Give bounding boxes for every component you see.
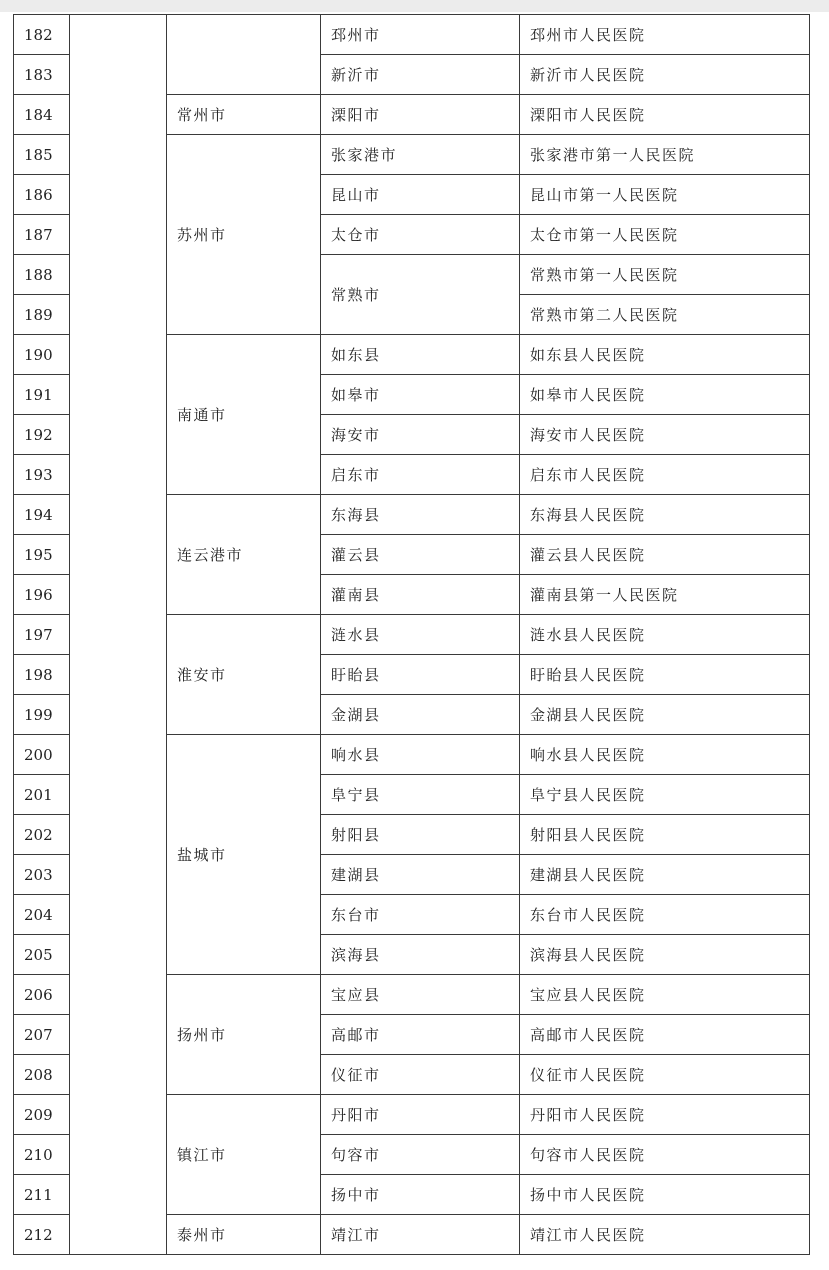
row-number: 183: [14, 55, 70, 95]
row-number: 182: [14, 15, 70, 55]
row-number: 196: [14, 575, 70, 615]
hospital-cell: 高邮市人民医院: [520, 1015, 810, 1055]
row-number: 200: [14, 735, 70, 775]
row-number: 209: [14, 1095, 70, 1135]
county-cell: 金湖县: [321, 695, 520, 735]
city-cell: 泰州市: [167, 1215, 321, 1255]
county-cell: 邳州市: [321, 15, 520, 55]
hospital-cell: 如皋市人民医院: [520, 375, 810, 415]
county-cell: 响水县: [321, 735, 520, 775]
hospital-cell: 丹阳市人民医院: [520, 1095, 810, 1135]
hospital-cell: 涟水县人民医院: [520, 615, 810, 655]
row-number: 204: [14, 895, 70, 935]
county-cell: 张家港市: [321, 135, 520, 175]
row-number: 189: [14, 295, 70, 335]
hospital-cell: 灌南县第一人民医院: [520, 575, 810, 615]
hospital-cell: 句容市人民医院: [520, 1135, 810, 1175]
row-number: 206: [14, 975, 70, 1015]
city-cell: 常州市: [167, 95, 321, 135]
county-cell: 宝应县: [321, 975, 520, 1015]
county-cell: 如东县: [321, 335, 520, 375]
county-cell: 盱眙县: [321, 655, 520, 695]
hospital-cell: 宝应县人民医院: [520, 975, 810, 1015]
county-cell: 昆山市: [321, 175, 520, 215]
hospital-cell: 盱眙县人民医院: [520, 655, 810, 695]
county-cell: 射阳县: [321, 815, 520, 855]
county-cell: 丹阳市: [321, 1095, 520, 1135]
row-number: 184: [14, 95, 70, 135]
county-cell: 启东市: [321, 455, 520, 495]
city-cell: 苏州市: [167, 135, 321, 335]
hospital-cell: 灌云县人民医院: [520, 535, 810, 575]
hospital-cell: 海安市人民医院: [520, 415, 810, 455]
city-cell: 连云港市: [167, 495, 321, 615]
hospital-cell: 常熟市第二人民医院: [520, 295, 810, 335]
row-number: 211: [14, 1175, 70, 1215]
hospital-cell: 靖江市人民医院: [520, 1215, 810, 1255]
county-cell: 东台市: [321, 895, 520, 935]
hospital-cell: 射阳县人民医院: [520, 815, 810, 855]
hospital-cell: 张家港市第一人民医院: [520, 135, 810, 175]
row-number: 198: [14, 655, 70, 695]
county-cell: 如皋市: [321, 375, 520, 415]
hospital-cell: 金湖县人民医院: [520, 695, 810, 735]
county-cell: 阜宁县: [321, 775, 520, 815]
row-number: 193: [14, 455, 70, 495]
row-number: 195: [14, 535, 70, 575]
row-number: 202: [14, 815, 70, 855]
hospital-cell: 常熟市第一人民医院: [520, 255, 810, 295]
row-number: 207: [14, 1015, 70, 1055]
hospital-cell: 昆山市第一人民医院: [520, 175, 810, 215]
county-cell: 灌南县: [321, 575, 520, 615]
table-row: [14, 15, 810, 55]
row-number: 194: [14, 495, 70, 535]
county-cell: 涟水县: [321, 615, 520, 655]
city-cell: 镇江市: [167, 1095, 321, 1215]
row-number: 192: [14, 415, 70, 455]
city-cell: [167, 15, 321, 95]
hospital-cell: 建湖县人民医院: [520, 855, 810, 895]
hospital-cell: 东海县人民医院: [520, 495, 810, 535]
row-number: 186: [14, 175, 70, 215]
county-cell: 海安市: [321, 415, 520, 455]
row-number: 212: [14, 1215, 70, 1255]
county-cell: 扬中市: [321, 1175, 520, 1215]
city-cell: 淮安市: [167, 615, 321, 735]
row-number: 187: [14, 215, 70, 255]
hospital-cell: 新沂市人民医院: [520, 55, 810, 95]
county-cell: 太仓市: [321, 215, 520, 255]
county-cell: 溧阳市: [321, 95, 520, 135]
province-cell: [70, 15, 167, 1255]
hospital-table: [13, 14, 810, 1255]
hospital-cell: 滨海县人民医院: [520, 935, 810, 975]
row-number: 188: [14, 255, 70, 295]
city-cell: 扬州市: [167, 975, 321, 1095]
row-number: 208: [14, 1055, 70, 1095]
row-number: 201: [14, 775, 70, 815]
county-cell: 高邮市: [321, 1015, 520, 1055]
hospital-cell: 扬中市人民医院: [520, 1175, 810, 1215]
hospital-cell: 启东市人民医院: [520, 455, 810, 495]
hospital-cell: 东台市人民医院: [520, 895, 810, 935]
row-number: 197: [14, 615, 70, 655]
county-cell: 滨海县: [321, 935, 520, 975]
county-cell: 建湖县: [321, 855, 520, 895]
viewer-top-strip: [0, 0, 829, 12]
county-cell: 常熟市: [321, 255, 520, 335]
row-number: 199: [14, 695, 70, 735]
hospital-cell: 邳州市人民医院: [520, 15, 810, 55]
hospital-cell: 阜宁县人民医院: [520, 775, 810, 815]
row-number: 191: [14, 375, 70, 415]
city-cell: 南通市: [167, 335, 321, 495]
hospital-cell: 溧阳市人民医院: [520, 95, 810, 135]
row-number: 210: [14, 1135, 70, 1175]
hospital-cell: 如东县人民医院: [520, 335, 810, 375]
county-cell: 灌云县: [321, 535, 520, 575]
row-number: 203: [14, 855, 70, 895]
row-number: 205: [14, 935, 70, 975]
county-cell: 东海县: [321, 495, 520, 535]
row-number: 185: [14, 135, 70, 175]
row-number: 190: [14, 335, 70, 375]
hospital-cell: 仪征市人民医院: [520, 1055, 810, 1095]
county-cell: 句容市: [321, 1135, 520, 1175]
city-cell: 盐城市: [167, 735, 321, 975]
county-cell: 仪征市: [321, 1055, 520, 1095]
county-cell: 靖江市: [321, 1215, 520, 1255]
hospital-cell: 太仓市第一人民医院: [520, 215, 810, 255]
hospital-cell: 响水县人民医院: [520, 735, 810, 775]
county-cell: 新沂市: [321, 55, 520, 95]
